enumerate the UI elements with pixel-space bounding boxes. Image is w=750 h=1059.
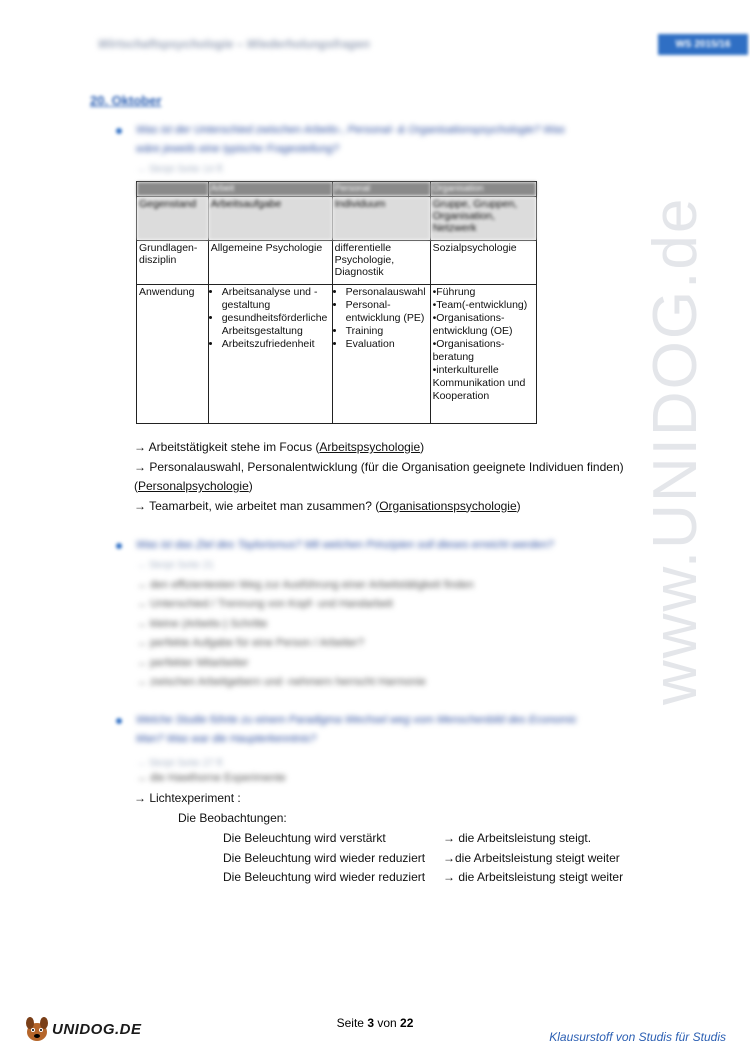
table-cell: [430, 285, 536, 424]
q1-answers: [134, 438, 694, 516]
answer-line: [134, 477, 694, 497]
q3-reference: → Skript Seite 27 ff.: [136, 758, 225, 769]
table-header-row: [137, 182, 537, 197]
answer-text: → Teamarbeit, wie arbeitet man zusammen? (: [134, 498, 380, 513]
footer-slogan: Klausurstoff von Studis für Studis: [549, 1030, 726, 1044]
page-number: [0, 1016, 750, 1030]
table-cell: [208, 285, 332, 424]
table-cell: Sozialpsychologie: [430, 241, 536, 285]
list-item: • Arbeitsanalyse und -gestaltung: [222, 286, 330, 312]
list-item: • Evaluation: [346, 338, 428, 351]
bullet-icon: [116, 718, 122, 724]
q2-answers: [136, 556, 616, 693]
answer-line: → Unterschied / Trennung von Kopf- und Handarbeit: [136, 598, 393, 610]
list-item: • Arbeitszufriedenheit: [222, 338, 330, 351]
table-header-cell: Personal: [332, 182, 430, 197]
answer-line: → den effizientesten Weg zur Ausführung einer Arbeitstätigkeit finden: [136, 578, 474, 591]
answer-text: ): [248, 479, 253, 493]
observation-cause: Die Beleuchtung wird wieder reduziert: [223, 850, 426, 865]
list-item: • gesundheitsförderliche Arbeitsgestaltung: [222, 312, 330, 338]
answer-text: ): [420, 440, 425, 454]
answer-keyword: Organisationspsychologie: [379, 498, 517, 513]
answer-line: [134, 497, 694, 517]
list-item: • Personal-entwicklung (PE): [346, 299, 428, 325]
table-header-cell: [137, 182, 209, 197]
header-title: Wirtschaftspsychologie – Wiederholungsfragen: [98, 37, 370, 51]
watermark: www.UNIDOG.de: [641, 196, 710, 705]
question-2: Was ist das Ziel des Taylorismus? Mit welchen Prinzipien soll dieses erreicht werden?: [136, 539, 554, 551]
bullet-icon: [116, 543, 122, 549]
psychology-table: [136, 181, 537, 424]
observation-effect: →die Arbeitsleistung steigt weiter: [443, 850, 620, 865]
answer-line: → zwischen Arbeitgebern und -nehmern herrscht Harmonie: [136, 676, 426, 688]
logo-text: UNIDOG.DE: [52, 1020, 142, 1038]
answer-keyword: Arbeitspsychologie: [319, 440, 421, 454]
observation-effect: → die Arbeitsleistung steigt weiter: [443, 870, 624, 884]
answer-line: → die Hawthorne Experimente: [136, 772, 286, 784]
semester-badge: WS 2015/16: [658, 34, 748, 55]
question-1: Was ist der Unterschied zwischen Arbeits-, Personal- & Organisationspsychologie? Was wäre jeweils eine typische Fragestellung?: [136, 124, 565, 155]
answer-line: → kleine (Arbeits-) Schritte: [136, 617, 268, 630]
table-row: [137, 197, 537, 241]
page-current: 3: [367, 1016, 374, 1030]
answer-line: → perfekte Aufgabe für eine Person / Arbeiter?: [136, 637, 365, 649]
q1-reference: → Skript Seite 14 ff.: [136, 164, 225, 175]
answer-text: → Arbeitstätigkeit stehe im Focus (: [134, 440, 320, 454]
question-3: Welche Studie führte zu einem Paradigma Wechsel weg vom Menschenbild des Economic Man? Was war die Haupterkenntnis?: [136, 714, 578, 745]
licht-line: → Lichtexperiment :: [134, 791, 241, 805]
table-cell: Gruppe, Gruppen, Organisation, Netzwerk: [430, 197, 536, 241]
answer-line: [134, 438, 694, 458]
observation-row: [223, 829, 623, 849]
answer-line: → Personalauswahl, Personalentwicklung (für die Organisation geeignete Individuen finden): [134, 459, 624, 474]
list-item: • Training: [346, 325, 428, 338]
list-item: •Führung: [432, 286, 476, 298]
table-cell: differentielle Psychologie, Diagnostik: [332, 241, 430, 285]
bullet-icon: [116, 128, 122, 134]
answer-text: ): [516, 498, 521, 513]
page-label: Seite: [336, 1016, 368, 1030]
table-cell: Individuum: [332, 197, 430, 241]
observation-row: [223, 849, 623, 869]
observation-list: [223, 829, 623, 888]
answer-keyword: Personalpsychologie: [138, 479, 249, 493]
observation-cause: Die Beleuchtung wird wieder reduziert: [223, 870, 426, 884]
table-row: [137, 285, 537, 424]
page-label: von: [374, 1016, 401, 1030]
list-item: •Team(-entwicklung): [432, 299, 528, 311]
table-cell: Allgemeine Psychologie: [208, 241, 332, 285]
table-cell: Grundlagen-disziplin: [137, 241, 209, 285]
table-cell: [332, 285, 430, 424]
list-item: •Organisations-entwicklung (OE): [432, 312, 513, 337]
observation-effect: → die Arbeitsleistung steigt.: [443, 831, 592, 845]
table-cell: Gegenstand: [137, 197, 209, 241]
list-item: •Organisations-beratung: [432, 338, 505, 363]
beobachtungen-label: Die Beobachtungen:: [178, 811, 287, 825]
answer-text: (: [134, 479, 138, 493]
table-cell: Arbeitsaufgabe: [208, 197, 332, 241]
list-item: • Personalauswahl: [346, 286, 428, 299]
table-row: [137, 241, 537, 285]
answer-line: → perfekter Mitarbeiter: [136, 656, 249, 669]
list-item: •interkulturelle Kommunikation und Kooperation: [432, 364, 526, 402]
page-total: 22: [400, 1016, 414, 1030]
observation-row: [223, 868, 623, 888]
q2-reference: → Skript Seite 21: [136, 560, 214, 571]
table-header-cell: Arbeit: [208, 182, 332, 197]
table-header-cell: Organisation: [430, 182, 536, 197]
table-cell: Anwendung: [137, 285, 209, 424]
observation-cause: Die Beleuchtung wird verstärkt: [223, 831, 386, 845]
section-date: 20. Oktober: [90, 93, 162, 108]
